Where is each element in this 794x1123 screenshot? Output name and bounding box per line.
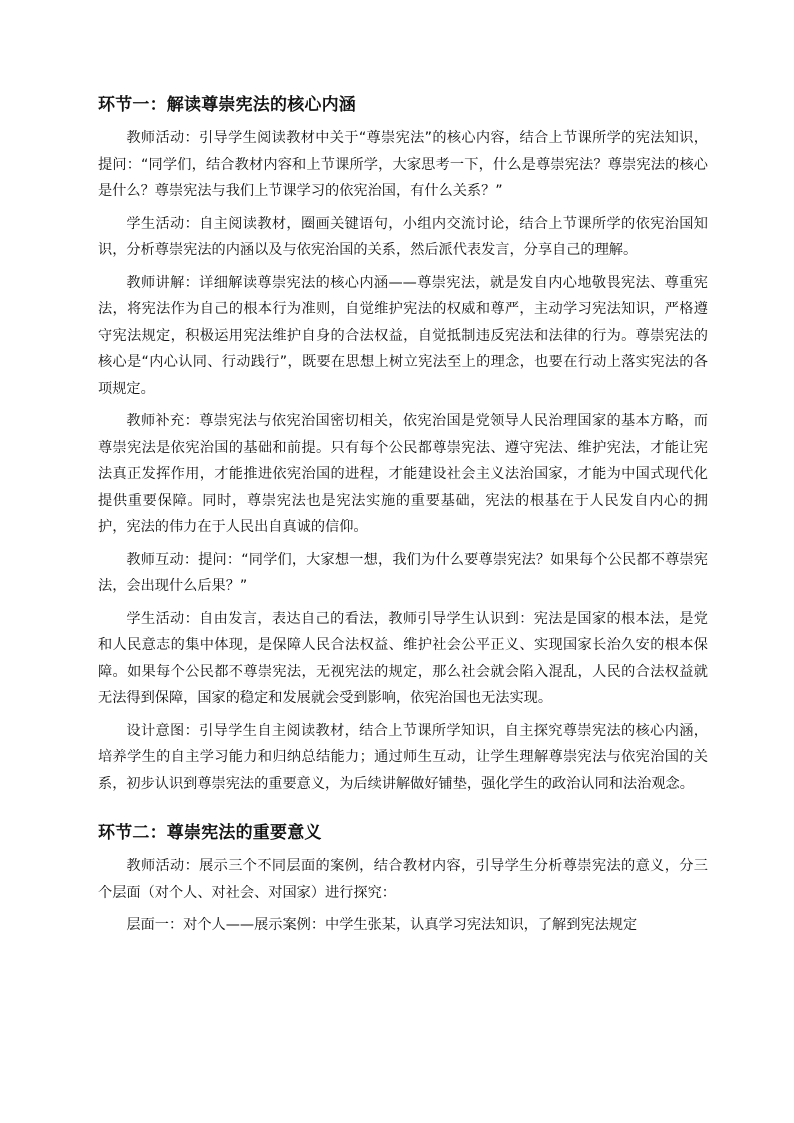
section-2-paragraph-level-one: 层面一：对个人——展示案例：中学生张某，认真学习宪法知识，了解到宪法规定 [126,917,638,933]
section-1-paragraph-teacher-interaction: 教师互动：提问：“同学们，大家想一想，我们为什么要尊崇宪法？如果每个公民都不尊崇宪法，会出现什么后果？” [98,551,708,594]
section-2-paragraph-teacher-activity: 教师活动：展示三个不同层面的案例，结合教材内容，引导学生分析尊崇宪法的意义，分三个层面（对个人、对社会、对国家）进行探究： [98,858,708,901]
section-1-paragraph-teacher-explanation: 教师讲解：详细解读尊崇宪法的核心内涵——尊崇宪法，就是发自内心地敬畏宪法、尊重宪法，将宪法作为自己的根本行为准则，自觉维护宪法的权威和尊严，主动学习宪法知识，严格遵守宪法规定，积极运用宪法维护自身的合法权益，自觉抵制违反宪法和法律的行为。尊崇宪法的核心是“内心认同、行动践行”，既要在思想上树立宪法至上的理念，也要在行动上落实宪法的各项规定。 [98,274,708,397]
section-1-paragraph-student-activity-2: 学生活动：自由发言，表达自己的看法，教师引导学生认识到：宪法是国家的根本法，是党和人民意志的集中体现，是保障人民合法权益、维护社会公平正义、实现国家长治久安的根本保障。如果每个公民都不尊崇宪法，无视宪法的规定，那么社会就会陷入混乱，人民的合法权益就无法得到保障，国家的稳定和发展就会受到影响，依宪治国也无法实现。 [98,610,708,706]
section-2-heading: 环节二：尊崇宪法的重要意义 [98,823,322,843]
section-1-heading: 环节一：解读尊崇宪法的核心内涵 [98,95,356,115]
section-1-paragraph-teacher-activity: 教师活动：引导学生阅读教材中关于“尊崇宪法”的核心内容，结合上节课所学的宪法知识，提问：“同学们，结合教材内容和上节课所学，大家思考一下，什么是尊崇宪法？尊崇宪法的核心是什么？尊崇宪法与我们上节课学习的依宪治国，有什么关系？” [98,130,708,199]
section-1-paragraph-design-intent: 设计意图：引导学生自主阅读教材，结合上节课所学知识，自主探究尊崇宪法的核心内涵，培养学生的自主学习能力和归纳总结能力；通过师生互动，让学生理解尊崇宪法与依宪治国的关系，初步认识到尊崇宪法的重要意义，为后续讲解做好铺垫，强化学生的政治认同和法治观念。 [98,722,708,792]
section-1-paragraph-student-activity: 学生活动：自主阅读教材，圈画关键语句，小组内交流讨论，结合上节课所学的依宪治国知识，分析尊崇宪法的内涵以及与依宪治国的关系，然后派代表发言，分享自己的理解。 [98,215,708,258]
document-body [98,91,708,945]
section-1-paragraph-teacher-supplement: 教师补充：尊崇宪法与依宪治国密切相关，依宪治国是党领导人民治理国家的基本方略，而尊崇宪法是依宪治国的基础和前提。只有每个公民都尊崇宪法、遵守宪法、维护宪法，才能让宪法真正发挥作用，才能推进依宪治国的进程，才能建设社会主义法治国家，才能为中国式现代化提供重要保障。同时，尊崇宪法也是宪法实施的重要基础，宪法的根基在于人民发自内心的拥护，宪法的伟力在于人民出自真诚的信仰。 [98,413,708,535]
